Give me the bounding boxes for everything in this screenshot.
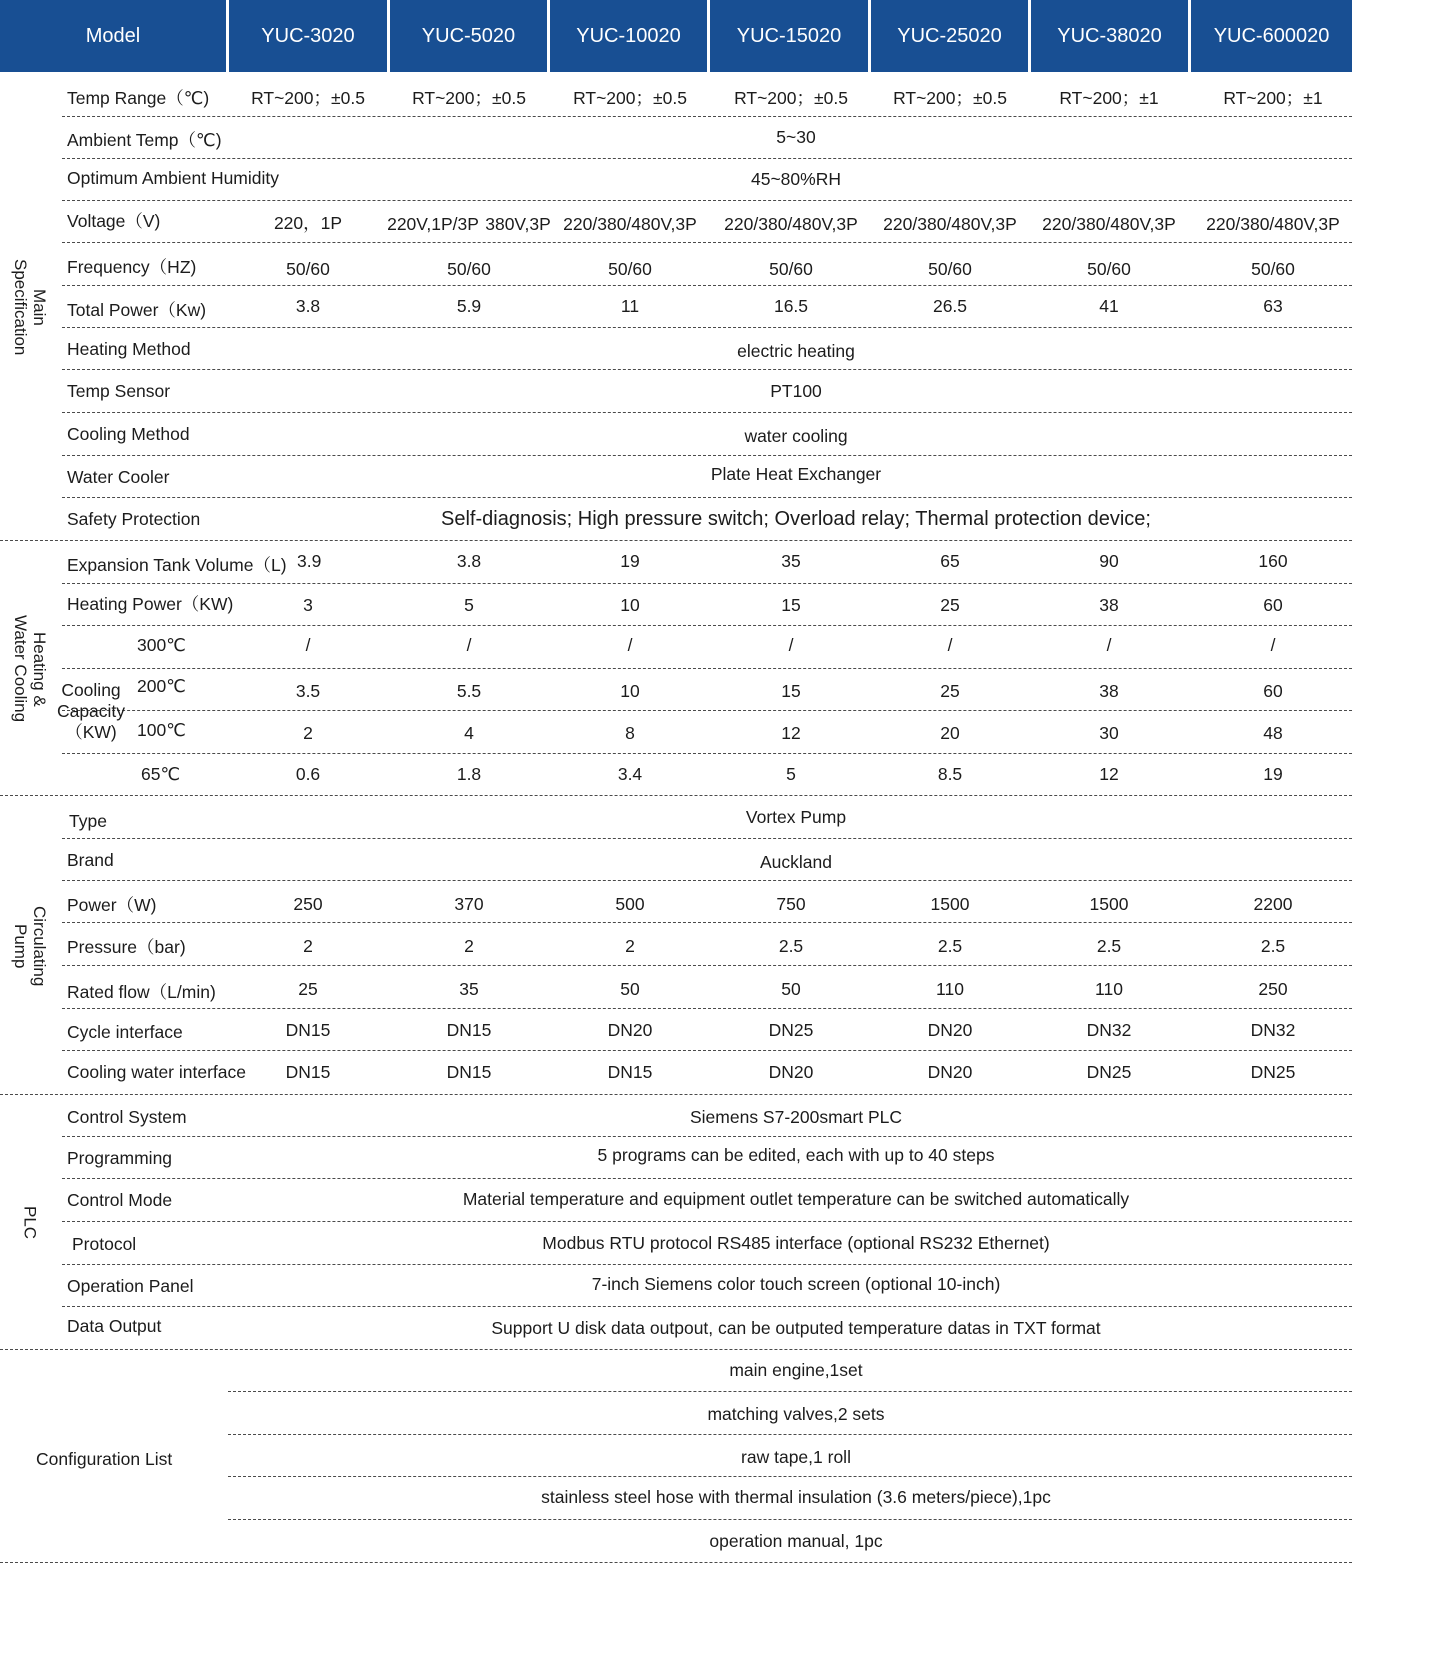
cooling-capacity-cell: /	[627, 635, 633, 655]
data-output-value: Support U disk data outpout, can be outputed temperature datas in TXT format	[491, 1318, 1101, 1338]
row-divider	[62, 1136, 1352, 1137]
configuration-item: matching valves,2 sets	[707, 1404, 885, 1424]
heating-power-cell: 3	[303, 595, 313, 615]
heating-method-value: electric heating	[737, 341, 855, 361]
section-label: Main Specification	[11, 259, 49, 356]
heating-power-cell: 5	[464, 595, 474, 615]
header-model: YUC-3020	[229, 0, 387, 72]
cycle-interface-cell: DN20	[927, 1020, 973, 1040]
heating-power-cell: 15	[781, 595, 801, 615]
section-label: Heating & Water Cooling	[11, 615, 49, 723]
header-model: YUC-5020	[390, 0, 547, 72]
pump-pressure-cell: 2.5	[1096, 936, 1122, 956]
temp-range-cell: RT~200；±0.5	[734, 88, 848, 108]
row-divider	[62, 965, 1352, 966]
row-label-temp-sensor: Temp Sensor	[67, 381, 171, 401]
total-power-cell: 26.5	[932, 296, 968, 316]
pump-brand-value: Auckland	[760, 852, 832, 872]
heating-power-cell: 38	[1099, 595, 1119, 615]
pump-power-cell: 250	[293, 894, 323, 914]
pump-pressure-cell: 2.5	[937, 936, 963, 956]
temp-sensor-value: PT100	[770, 381, 822, 401]
row-divider	[62, 838, 1352, 839]
header-model: YUC-15020	[710, 0, 868, 72]
section-main-specification	[0, 75, 60, 540]
cooling-capacity-cell: 48	[1263, 723, 1283, 743]
cycle-interface-cell: DN25	[768, 1020, 814, 1040]
pump-type-value: Vortex Pump	[745, 807, 847, 827]
row-divider	[62, 753, 1352, 754]
row-label-voltage: Voltage（V)	[67, 211, 161, 231]
frequency-cell: 50/60	[1087, 259, 1131, 279]
humidity-value: 45~80%RH	[751, 169, 841, 189]
cooling-water-interface-cell: DN15	[285, 1062, 331, 1082]
row-label-protocol: Protocol	[72, 1234, 137, 1254]
frequency-cell: 50/60	[928, 259, 972, 279]
row-divider	[62, 1306, 1352, 1307]
control-system-value: Siemens S7-200smart PLC	[689, 1107, 903, 1127]
cooling-capacity-cell: 0.6	[295, 764, 321, 784]
voltage-cell: 220，1P	[273, 213, 343, 233]
row-label-programming: Programming	[67, 1148, 173, 1168]
voltage-cell: 220/380/480V,3P	[883, 214, 1017, 234]
programming-value: 5 programs can be edited, each with up to 40 steps	[597, 1145, 995, 1165]
pump-power-cell: 1500	[1089, 894, 1129, 914]
row-label-pump-type: Type	[69, 811, 107, 831]
temp-range-cell: RT~200；±0.5	[893, 88, 1007, 108]
cooling-capacity-cell: 25	[940, 681, 960, 701]
expansion-tank-cell: 65	[940, 551, 960, 571]
row-divider	[62, 200, 1352, 201]
cooling-capacity-cell: 12	[781, 723, 801, 743]
section-plc	[0, 1097, 60, 1349]
row-divider	[62, 412, 1352, 413]
pump-power-cell: 500	[615, 894, 645, 914]
ambient-temp-value: 5~30	[776, 127, 816, 147]
row-label-control-system: Control System	[67, 1107, 187, 1127]
row-divider	[228, 1391, 1352, 1392]
row-divider	[62, 158, 1352, 159]
rated-flow-cell: 50	[620, 979, 640, 999]
row-divider	[228, 1476, 1352, 1477]
cooling-water-interface-cell: DN15	[446, 1062, 492, 1082]
cooling-capacity-cell: 5	[786, 764, 796, 784]
row-label-cycle-interface: Cycle interface	[67, 1022, 183, 1042]
voltage-cell: 220V,1P/3P	[387, 214, 479, 234]
rated-flow-cell: 35	[459, 979, 479, 999]
section-label: Circulating Pump	[11, 905, 49, 987]
expansion-tank-cell: 3.9	[297, 551, 322, 571]
section-heating-water-cooling	[0, 543, 60, 795]
cooling-capacity-cell: 19	[1263, 764, 1283, 784]
rated-flow-cell: 25	[298, 979, 318, 999]
row-label-pump-pressure: Pressure（bar)	[67, 937, 186, 957]
row-label-control-mode: Control Mode	[67, 1190, 173, 1210]
section-divider	[0, 540, 1352, 541]
temp-range-cell: RT~200；±1	[1223, 88, 1323, 108]
row-divider	[62, 116, 1352, 117]
row-divider	[62, 1008, 1352, 1009]
protocol-value: Modbus RTU protocol RS485 interface (optional RS232 Ethernet)	[542, 1233, 1050, 1253]
cooling-capacity-cell: 3.4	[617, 764, 643, 784]
cycle-interface-cell: DN32	[1250, 1020, 1296, 1040]
pump-power-cell: 750	[776, 894, 806, 914]
heating-power-cell: 10	[620, 595, 640, 615]
section-divider	[0, 1562, 1352, 1563]
rated-flow-cell: 110	[1095, 979, 1123, 999]
header-model: YUC-10020	[550, 0, 707, 72]
cooling-water-interface-cell: DN25	[1086, 1062, 1132, 1082]
cooling-capacity-cell: 20	[940, 723, 960, 743]
voltage-cell: 220/380/480V,3P	[1042, 214, 1176, 234]
row-divider	[228, 1434, 1352, 1435]
row-label-cooling-method: Cooling Method	[67, 424, 190, 444]
section-divider	[0, 1349, 1352, 1350]
frequency-cell: 50/60	[1251, 259, 1295, 279]
cooling-capacity-cell: 12	[1099, 764, 1119, 784]
row-divider	[62, 710, 1352, 711]
pump-power-cell: 2200	[1253, 894, 1293, 914]
operation-panel-value: 7-inch Siemens color touch screen (optional 10-inch)	[591, 1274, 1001, 1294]
expansion-tank-cell: 90	[1099, 551, 1119, 571]
cooling-capacity-cell: 15	[781, 681, 801, 701]
section-divider	[0, 795, 1352, 796]
cooling-method-value: water cooling	[744, 426, 848, 446]
expansion-tank-cell: 19	[620, 551, 640, 571]
water-cooler-value: Plate Heat Exchanger	[710, 464, 882, 484]
row-divider	[62, 1264, 1352, 1265]
cycle-interface-cell: DN15	[446, 1020, 492, 1040]
total-power-cell: 5.9	[456, 296, 482, 316]
cooling-capacity-label: Cooling Capacity （KW)	[56, 680, 126, 742]
cooling-capacity-cell: 60	[1263, 681, 1283, 701]
row-label-operation-panel: Operation Panel	[67, 1276, 194, 1296]
row-label-pump-power: Power（W)	[67, 895, 157, 915]
configuration-item: raw tape,1 roll	[741, 1447, 851, 1467]
cooling-capacity-cell: /	[305, 635, 311, 655]
row-divider	[62, 327, 1352, 328]
row-divider	[62, 1221, 1352, 1222]
row-divider	[62, 1050, 1352, 1051]
cooling-capacity-cell: /	[788, 635, 794, 655]
cooling-capacity-cell: 10	[620, 681, 640, 701]
configuration-item: operation manual, 1pc	[709, 1531, 883, 1551]
cycle-interface-cell: DN20	[607, 1020, 653, 1040]
temp-range-cell: RT~200；±0.5	[412, 88, 526, 108]
section-label: PLC	[20, 1206, 40, 1240]
cooling-capacity-cell: /	[947, 635, 953, 655]
row-divider	[62, 242, 1352, 243]
cooling-capacity-cell: 1.8	[456, 764, 482, 784]
safety-protection-value: Self-diagnosis; High pressure switch; Overload relay; Thermal protection device;	[441, 508, 1151, 530]
row-divider	[62, 625, 1352, 626]
row-divider	[62, 668, 1352, 669]
pump-power-cell: 370	[454, 894, 484, 914]
row-divider	[62, 922, 1352, 923]
temp-range-cell: RT~200；±0.5	[251, 88, 365, 108]
expansion-tank-cell: 160	[1258, 551, 1288, 571]
pump-pressure-cell: 2.5	[778, 936, 804, 956]
cooling-temp-label: 200℃	[137, 676, 186, 696]
cooling-capacity-cell: 2	[303, 723, 313, 743]
header-model: YUC-600020	[1191, 0, 1352, 72]
header-model: YUC-25020	[871, 0, 1028, 72]
pump-power-cell: 1500	[930, 894, 970, 914]
cooling-water-interface-cell: DN20	[768, 1062, 814, 1082]
row-label-water-cooler: Water Cooler	[67, 467, 170, 487]
row-label-total-power: Total Power（Kw)	[67, 300, 207, 320]
cooling-capacity-cell: 38	[1099, 681, 1119, 701]
pump-pressure-cell: 2	[625, 936, 635, 956]
row-label-humidity: Optimum Ambient Humidity	[67, 168, 280, 188]
configuration-list-label: Configuration List	[36, 1449, 173, 1469]
cooling-capacity-cell: /	[1106, 635, 1112, 655]
rated-flow-cell: 250	[1258, 979, 1288, 999]
header-model: YUC-38020	[1031, 0, 1188, 72]
row-label-data-output: Data Output	[67, 1316, 162, 1336]
expansion-tank-cell: 3.8	[456, 551, 482, 571]
row-divider	[228, 1519, 1352, 1520]
cooling-capacity-cell: /	[466, 635, 472, 655]
total-power-cell: 63	[1263, 296, 1283, 316]
frequency-cell: 50/60	[286, 259, 330, 279]
pump-pressure-cell: 2	[464, 936, 474, 956]
cooling-capacity-cell: 3.5	[295, 681, 321, 701]
cooling-temp-label: 65℃	[141, 764, 181, 784]
voltage-cell: 220/380/480V,3P	[563, 214, 697, 234]
row-divider	[62, 1178, 1352, 1179]
pump-pressure-cell: 2	[303, 936, 313, 956]
voltage-cell: 380V,3P	[485, 214, 551, 234]
cooling-capacity-cell: 5.5	[456, 681, 482, 701]
heating-power-cell: 60	[1263, 595, 1283, 615]
cooling-capacity-cell: 8.5	[937, 764, 963, 784]
heating-power-cell: 25	[940, 595, 960, 615]
cooling-water-interface-cell: DN20	[927, 1062, 973, 1082]
cycle-interface-cell: DN15	[285, 1020, 331, 1040]
configuration-item: main engine,1set	[729, 1360, 863, 1380]
row-divider	[62, 880, 1352, 881]
row-label-cooling-water-interface: Cooling water interface	[67, 1062, 246, 1082]
temp-range-cell: RT~200；±1	[1059, 88, 1159, 108]
temp-range-cell: RT~200；±0.5	[573, 88, 687, 108]
row-label-frequency: Frequency（HZ)	[67, 257, 197, 277]
row-label-pump-brand: Brand	[67, 850, 114, 870]
cooling-water-interface-cell: DN25	[1250, 1062, 1296, 1082]
row-divider	[62, 583, 1352, 584]
cooling-capacity-cell: /	[1270, 635, 1276, 655]
row-divider	[62, 455, 1352, 456]
row-label-ambient-temp: Ambient Temp（℃)	[67, 130, 222, 150]
voltage-cell: 220/380/480V,3P	[1206, 214, 1340, 234]
section-divider	[0, 1094, 1352, 1095]
row-label-heating-power: Heating Power（KW)	[67, 594, 234, 614]
row-label-expansion-tank: Expansion Tank Volume（L)	[67, 555, 287, 575]
total-power-cell: 3.8	[295, 296, 321, 316]
total-power-cell: 11	[620, 296, 640, 316]
frequency-cell: 50/60	[447, 259, 491, 279]
cooling-capacity-cell: 30	[1099, 723, 1119, 743]
row-divider	[62, 285, 1352, 286]
row-label-heating-method: Heating Method	[67, 339, 191, 359]
row-label-temp-range: Temp Range（℃)	[67, 88, 210, 108]
row-divider	[62, 497, 1352, 498]
row-label-rated-flow: Rated flow（L/min)	[67, 982, 216, 1002]
rated-flow-cell: 110	[936, 979, 964, 999]
row-divider	[62, 369, 1352, 370]
cooling-water-interface-cell: DN15	[607, 1062, 653, 1082]
cooling-capacity-cell: 8	[625, 723, 635, 743]
control-mode-value: Material temperature and equipment outlet temperature can be switched automatically	[462, 1189, 1130, 1209]
row-label-safety-protection: Safety Protection	[67, 509, 201, 529]
expansion-tank-cell: 35	[781, 551, 801, 571]
header-model-label: Model	[0, 0, 226, 72]
cycle-interface-cell: DN32	[1086, 1020, 1132, 1040]
voltage-cell: 220/380/480V,3P	[724, 214, 858, 234]
pump-pressure-cell: 2.5	[1260, 936, 1286, 956]
configuration-item: stainless steel hose with thermal insulation (3.6 meters/piece),1pc	[541, 1487, 1051, 1507]
frequency-cell: 50/60	[769, 259, 813, 279]
total-power-cell: 41	[1099, 296, 1119, 316]
cooling-temp-label: 300℃	[137, 635, 186, 655]
total-power-cell: 16.5	[773, 296, 809, 316]
cooling-capacity-cell: 4	[464, 723, 474, 743]
section-circulating-pump	[0, 798, 60, 1094]
rated-flow-cell: 50	[781, 979, 801, 999]
frequency-cell: 50/60	[608, 259, 652, 279]
cooling-temp-label: 100℃	[137, 720, 186, 740]
